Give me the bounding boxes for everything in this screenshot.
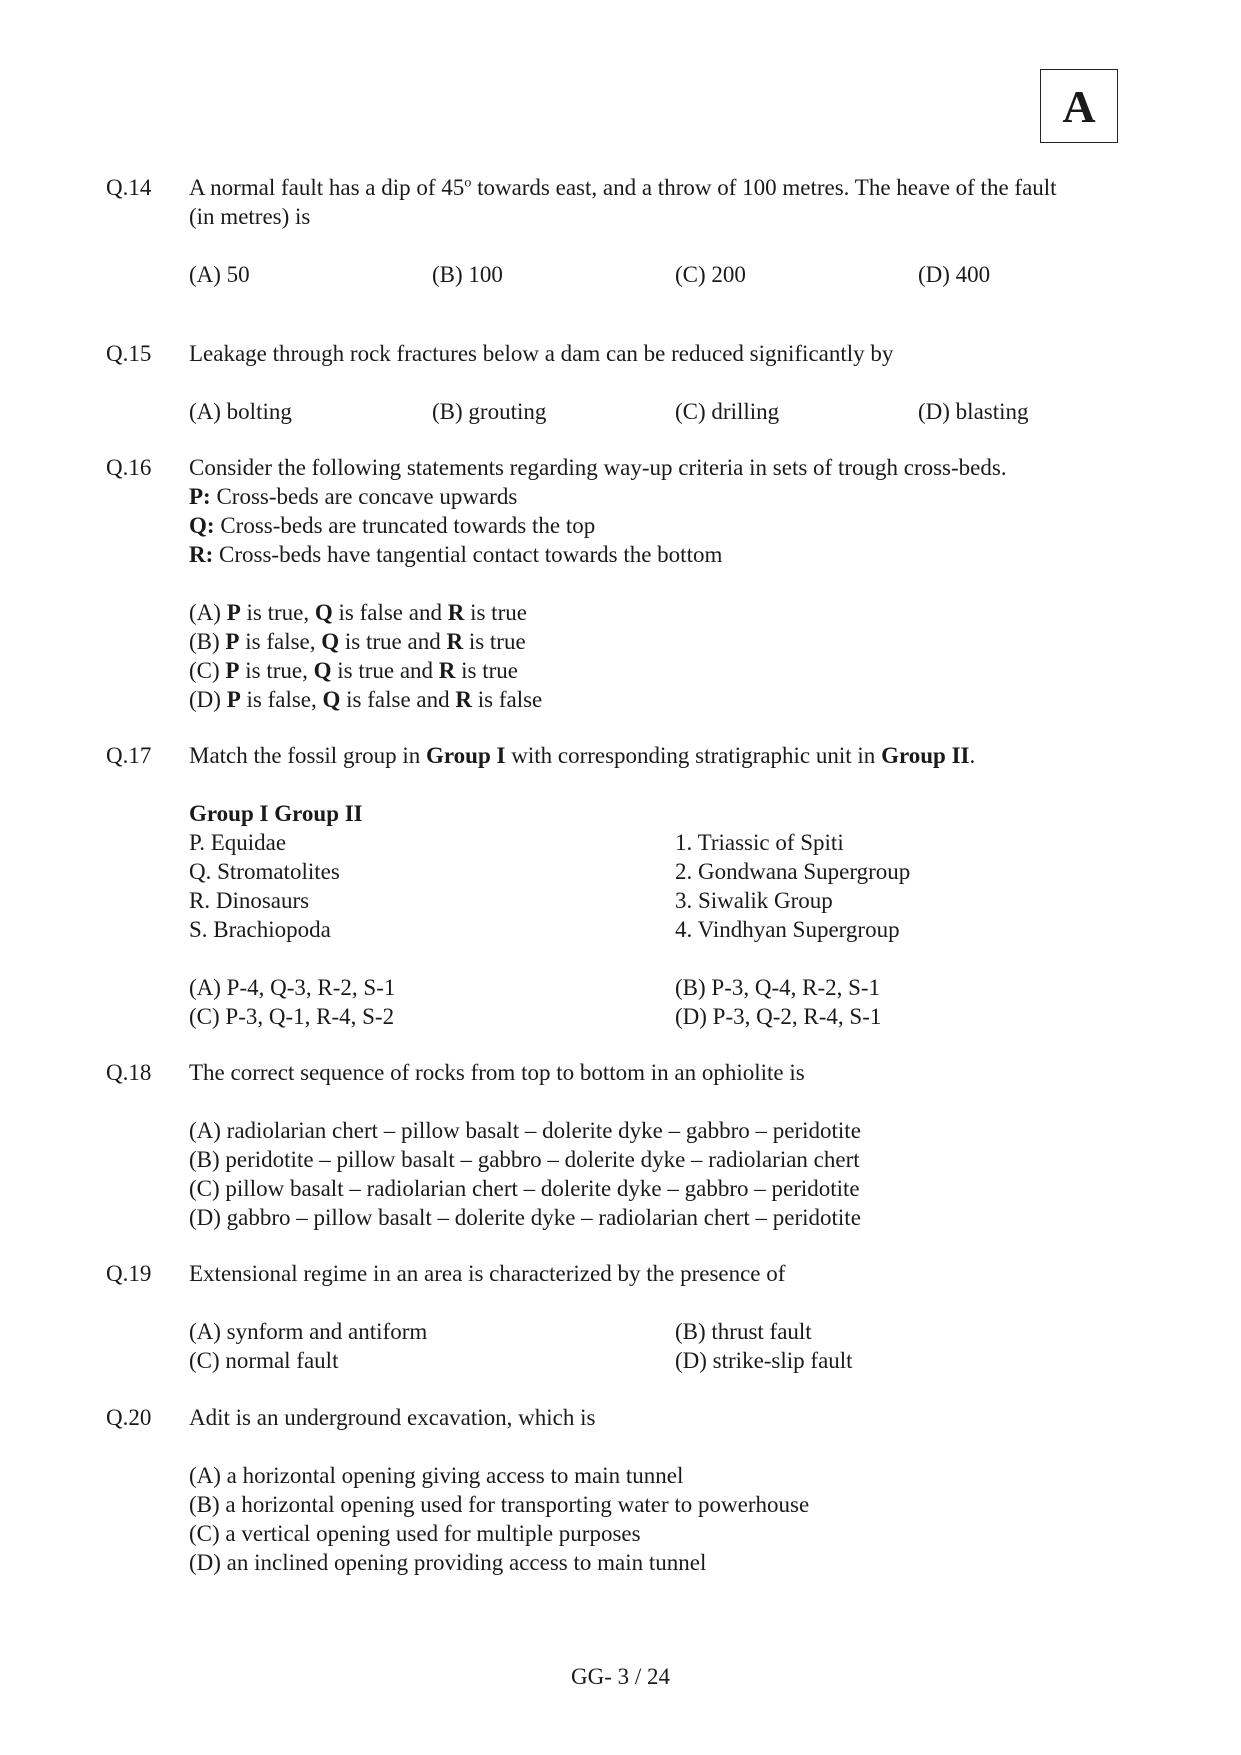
option-d: (D) an inclined opening providing access to main tunnel: [189, 1550, 707, 1575]
option-b: (B) a horizontal opening used for transporting water to powerhouse: [189, 1492, 810, 1517]
option-c: (C) P-3, Q-1, R-4, S-2: [189, 1004, 395, 1029]
group-headers: [189, 799, 1159, 828]
statement-r: R: Cross-beds have tangential contact towards the bottom: [189, 542, 723, 567]
question-text: Leakage through rock fractures below a dam can be reduced significantly by: [189, 341, 894, 366]
match-row: [189, 915, 1159, 944]
group-2-item: 1. Triassic of Spiti: [675, 830, 844, 855]
option-c: (C) normal fault: [189, 1348, 339, 1373]
option-a: (A) P is true, Q is false and R is true: [189, 600, 527, 625]
option-d: (D) P-3, Q-2, R-4, S-1: [675, 1004, 882, 1029]
group-2-header: Group II: [274, 801, 363, 826]
question-text: Adit is an underground excavation, which is: [189, 1405, 596, 1430]
options-row: [189, 973, 1159, 1002]
options-row: [189, 1317, 1159, 1346]
option-b: (B) P is false, Q is true and R is true: [189, 629, 526, 654]
group-1-header: Group I: [189, 801, 269, 826]
option-a: (A) synform and antiform: [189, 1319, 428, 1344]
question-text: Extensional regime in an area is characterized by the presence of: [189, 1261, 786, 1286]
option-d: (D) gabbro – pillow basalt – dolerite dyke – radiolarian chert – peridotite: [189, 1205, 861, 1230]
question-number: Q.15: [106, 341, 152, 366]
question-text: Match the fossil group in Group I with corresponding stratigraphic unit in Group II.: [189, 743, 976, 768]
option-d: (D) 400: [918, 262, 991, 287]
match-row: [189, 857, 1159, 886]
options-row: [189, 1002, 1159, 1031]
question-text: Consider the following statements regarding way-up criteria in sets of trough cross-beds.: [189, 455, 1007, 480]
option-b: (B) thrust fault: [675, 1319, 812, 1344]
group-1-item: S. Brachiopoda: [189, 917, 331, 942]
option-a: (A) a horizontal opening giving access to main tunnel: [189, 1463, 684, 1488]
group-2-item: 2. Gondwana Supergroup: [675, 859, 911, 884]
option-d: (D) blasting: [918, 399, 1029, 424]
question-text: A normal fault has a dip of 45$^o$ towards east, and a throw of 100 metres. The heave of the fault: [189, 175, 1057, 200]
match-row: [189, 828, 1159, 857]
question-number: Q.16: [106, 455, 152, 480]
set-label-box: [1040, 69, 1118, 143]
question-number: Q.14: [106, 175, 152, 200]
option-a: (A) radiolarian chert – pillow basalt – dolerite dyke – gabbro – peridotite: [189, 1118, 861, 1143]
option-b: (B) 100: [432, 262, 503, 287]
option-c: (C) P is true, Q is true and R is true: [189, 658, 519, 683]
option-c: (C) 200: [675, 262, 746, 287]
option-c: (C) pillow basalt – radiolarian chert – dolerite dyke – gabbro – peridotite: [189, 1176, 860, 1201]
option-a: (A) P-4, Q-3, R-2, S-1: [189, 975, 396, 1000]
page-footer: GG- 3 / 24: [570, 1664, 671, 1689]
option-a: (A) bolting: [189, 399, 292, 424]
option-b: (B) peridotite – pillow basalt – gabbro – dolerite dyke – radiolarian chert: [189, 1147, 860, 1172]
question-text-cont: (in metres) is: [189, 204, 311, 229]
option-c: (C) a vertical opening used for multiple purposes: [189, 1521, 641, 1546]
statement-q: Q: Cross-beds are truncated towards the top: [189, 513, 596, 538]
question-number: Q.19: [106, 1261, 152, 1286]
option-a: (A) 50: [189, 262, 250, 287]
match-row: [189, 886, 1159, 915]
option-d: (D) P is false, Q is false and R is false: [189, 687, 543, 712]
question-text: The correct sequence of rocks from top to bottom in an ophiolite is: [189, 1060, 805, 1085]
question-number: Q.18: [106, 1060, 152, 1085]
option-b: (B) P-3, Q-4, R-2, S-1: [675, 975, 881, 1000]
option-b: (B) grouting: [432, 399, 547, 424]
question-number: Q.17: [106, 743, 152, 768]
option-c: (C) drilling: [675, 399, 780, 424]
options-row: [189, 397, 1159, 426]
statement-p: P: Cross-beds are concave upwards: [189, 484, 518, 509]
question-number: Q.20: [106, 1405, 152, 1430]
set-label: A: [1062, 80, 1096, 132]
options-row: [189, 260, 1159, 289]
group-1-item: R. Dinosaurs: [189, 888, 310, 913]
group-1-item: P. Equidae: [189, 830, 287, 855]
group-2-item: 4. Vindhyan Supergroup: [675, 917, 900, 942]
option-d: (D) strike-slip fault: [675, 1348, 853, 1373]
options-row: [189, 1346, 1159, 1375]
group-1-item: Q. Stromatolites: [189, 859, 340, 884]
group-2-item: 3. Siwalik Group: [675, 888, 833, 913]
